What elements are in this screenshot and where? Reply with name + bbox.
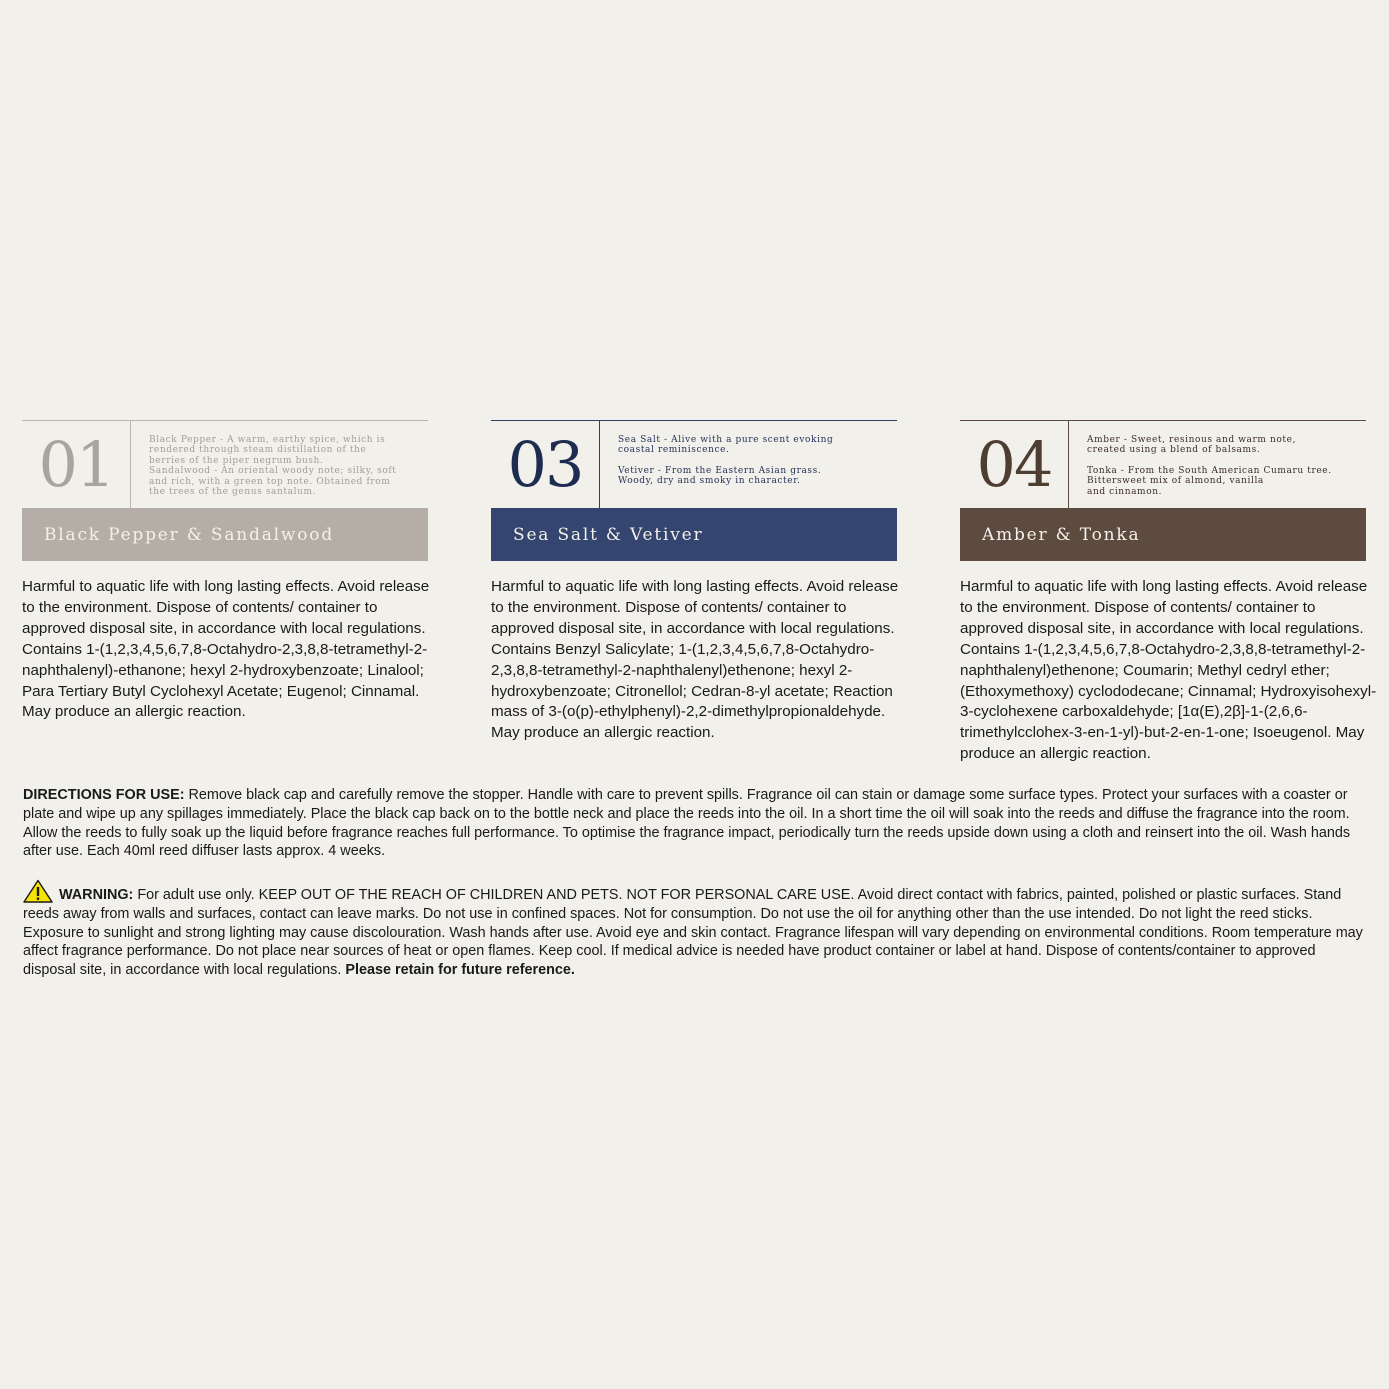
fragrance-name: Sea Salt & Vetiver: [513, 524, 704, 545]
directions-for-use: [23, 786, 1368, 861]
fragrance-name: Amber & Tonka: [982, 524, 1141, 545]
scent-note: Sea Salt - Alive with a pure scent evoking coastal reminiscence.: [618, 435, 834, 456]
directions-text: Remove black cap and carefully remove the stopper. Handle with care to prevent spills. Fragrance oil can stain or damage some surface types. Protect your surfaces with a coaster or plate and wipe up any spillages immediately. Place the black cap back on to the bottle neck and place the reeds into the oil. In a short time the oil will soak into the reeds and diffuse the fragrance into the room. Allow the reeds to fully soak up the liquid before fragrance reaches full performance. To optimise the fragrance impact, periodically turn the reeds upside down using a cloth and reinsert into the oil. Wash hands after use. Each 40ml reed diffuser lasts approx. 4 weeks.: [23, 787, 1351, 860]
hazard-statement: Harmful to aquatic life with long lasting effects. Avoid release to the environment. Dispose of contents/ container to approved disposal site, in accordance with local regulations. Contains Benzyl Salicylate; 1-(1,2,3,4,5,6,7,8-Octahydro-2,3,8,8-tetramethyl-2-naphthalenyl)ethenone; hexyl 2-hydroxybenzoate; Citronellol; Cedran-8-yl acetate; Reaction mass of 3-(o(p)-ethylphenyl)-2,2-dimethylpropionaldehyde. May produce an allergic reaction.: [491, 578, 899, 742]
scent-note: Vetiver - From the Eastern Asian grass. Woody, dry and smoky in character.: [618, 465, 822, 487]
warning-text: For adult use only. KEEP OUT OF THE REACH OF CHILDREN AND PETS. NOT FOR PERSONAL CARE USE. Avoid direct contact with fabrics, painted, polished or plastic surfaces. Stand reeds away from walls and surfaces, contact can leave marks. Do not use in confined spaces. Not for consumption. Do not use the oil for anything other than the use intended. Do not light the reed sticks. Exposure to sunlight and strong lighting may cause discolouration. Wash hands after use. Avoid eye and skin contact. Fragrance lifespan will vary depending on environmental conditions. Room temperature may affect fragrance performance. Do not place near sources of heat or open flames. Keep cool. If medical advice is needed have product container or label at hand. Dispose of contents/container to approved disposal site, in accordance with local regulations.: [23, 887, 1363, 979]
fragrance-name: Black Pepper & Sandalwood: [44, 524, 335, 545]
label-header: [960, 421, 1366, 508]
scent-notes: [149, 435, 417, 497]
label-header: [22, 421, 428, 508]
scent-note: Sandalwood - An oriental woody note; silky, soft and rich, with a green top note. Obtained from the trees of the genus santalum.: [149, 466, 397, 498]
label-header: [491, 421, 897, 508]
divider: [130, 421, 131, 508]
warning-statement: [23, 879, 1368, 980]
scent-notes: [618, 435, 886, 487]
label-number: 03: [507, 428, 583, 501]
divider: [599, 421, 600, 508]
fragrance-name-band: [960, 508, 1366, 561]
scent-note: Amber - Sweet, resinous and warm note, created using a blend of balsams.: [1087, 435, 1297, 456]
label-number: 04: [976, 428, 1052, 501]
hazard-statement: Harmful to aquatic life with long lasting effects. Avoid release to the environment. Dispose of contents/ container to approved disposal site, in accordance with local regulations. Contains 1-(1,2,3,4,5,6,7,8-Octahydro-2,3,8,8-tetramethyl-2-naphthalenyl)-ethanone; hexyl 2-hydroxybenzoate; Linalool; Para Tertiary Butyl Cyclohexyl Acetate; Eugenol; Cinnamal. May produce an allergic reaction.: [22, 578, 430, 721]
scent-notes: [1087, 435, 1355, 497]
hazard-statement: Harmful to aquatic life with long lasting effects. Avoid release to the environment. Dispose of contents/ container to approved disposal site, in accordance with local regulations. Contains 1-(1,2,3,4,5,6,7,8-Octahydro-2,3,8,8-tetramethyl-2-naphthalenyl)ethenone; Coumarin; Methyl cedryl ether; (Ethoxymethoxy) cyclododecane; Cinnamal; Hydroxyisohexyl-3-cyclohexene carboxaldehyde; [1α(E),2β]-1-(2,6,6-trimethylcclohex-3-en-1-yl)-but-2-en-1-one; Isoeugenol. May produce an allergic reaction.: [960, 578, 1377, 763]
directions-heading: DIRECTIONS FOR USE:: [23, 787, 185, 803]
fragrance-name-band: [22, 508, 428, 561]
warning-closing: Please retain for future reference.: [345, 962, 575, 979]
fragrance-name-band: [491, 508, 897, 561]
scent-note: Black Pepper - A warm, earthy spice, which is rendered through steam distillation of the berries of the piper negrum bush.: [149, 435, 386, 466]
label-number: 01: [38, 428, 114, 501]
warning-heading: WARNING:: [59, 887, 134, 903]
divider: [1068, 421, 1069, 508]
scent-note: Tonka - From the South American Cumaru tree. Bittersweet mix of almond, vanilla and cinnamon.: [1087, 465, 1332, 497]
warning-triangle-icon: [23, 879, 53, 903]
